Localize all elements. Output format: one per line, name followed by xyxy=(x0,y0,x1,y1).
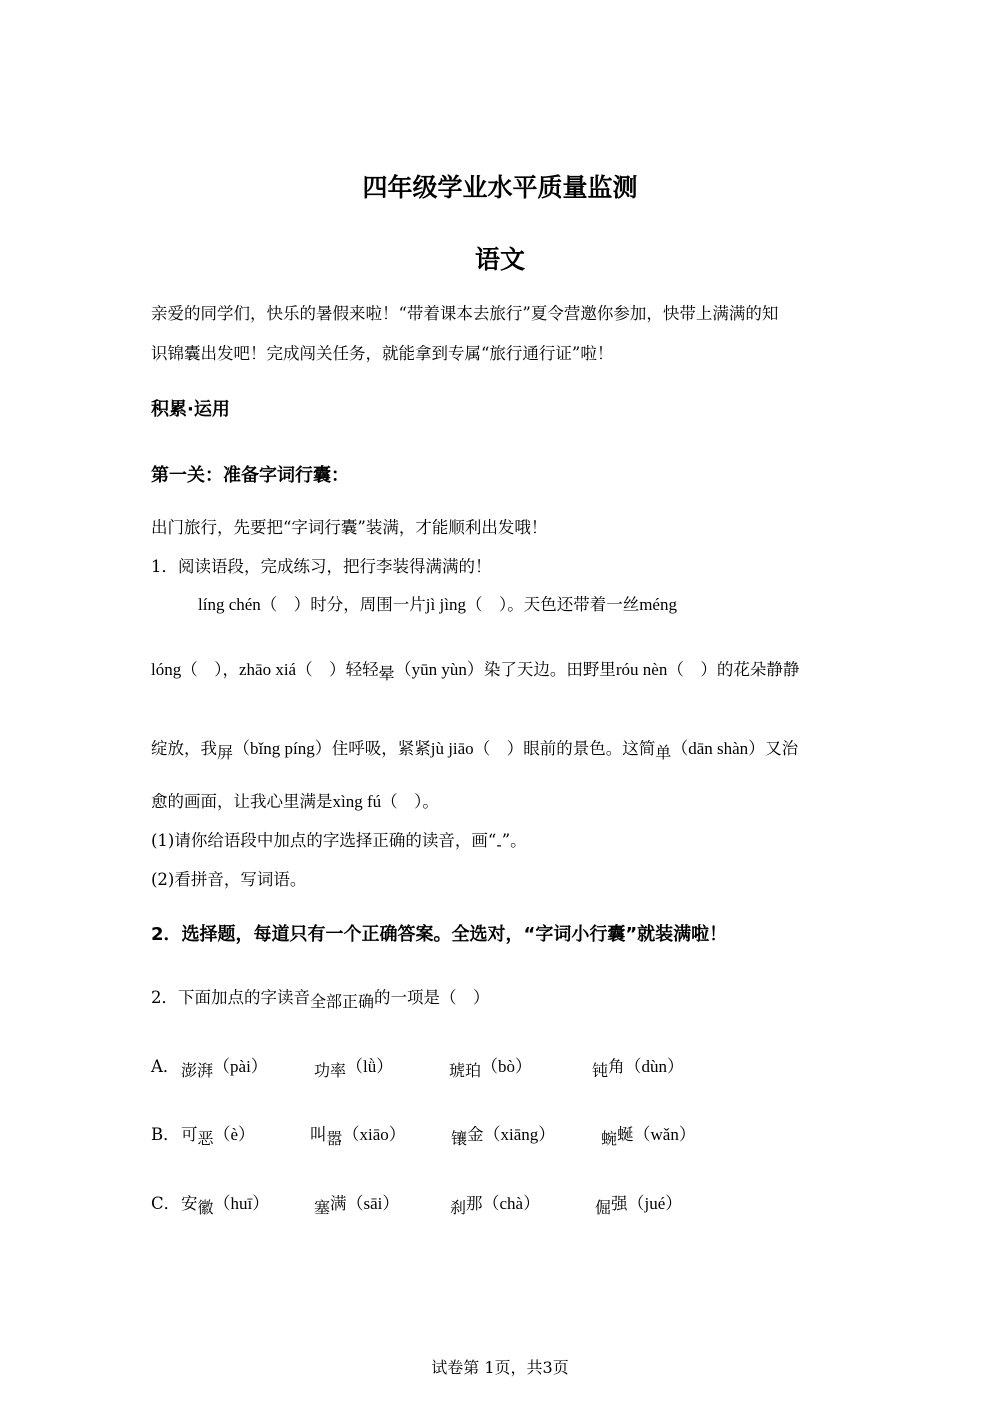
sub-question-1 xyxy=(151,829,527,853)
pinyin: jù jiāo xyxy=(430,739,474,758)
dotted-char: 蜿 xyxy=(601,1129,618,1148)
char: 那 xyxy=(466,1194,483,1213)
option-item xyxy=(314,1055,393,1079)
dotted-char: 塞 xyxy=(314,1198,331,1217)
option-item xyxy=(181,1192,269,1216)
sub-question-1-end: ”。 xyxy=(501,831,527,850)
pinyin: （wǎn） xyxy=(633,1125,696,1144)
blank-text: （ ）时分，周围一片 xyxy=(260,595,426,614)
dotted-char: 镶 xyxy=(451,1129,468,1148)
option-item xyxy=(595,1192,682,1216)
char: 琥 xyxy=(449,1061,466,1080)
pinyin-choice: （bǐng píng） xyxy=(233,739,332,758)
option-item xyxy=(450,1192,540,1216)
dotted-char: 恶 xyxy=(197,1129,214,1148)
dotted-char: 倔 xyxy=(595,1198,612,1217)
blank-text: （ ）， xyxy=(181,660,239,679)
blank-text: （ ）眼前的景色。这简 xyxy=(473,739,656,758)
dotted-char: 湃 xyxy=(197,1061,214,1080)
dotted-char: 率 xyxy=(330,1061,347,1080)
pinyin: lóng xyxy=(151,660,182,679)
page-footer: 试卷第 1页，共3页 xyxy=(431,1358,569,1377)
dotted-char: 嚣 xyxy=(326,1129,343,1148)
pinyin: （xiāng） xyxy=(483,1125,556,1144)
stem-text: 的一项是（ ） xyxy=(374,988,490,1007)
question-2-header: 2．选择题，每道只有一个正确答案。全选对，“字词小行囊”就装满啦！ xyxy=(151,924,728,945)
option-item xyxy=(449,1055,532,1079)
section-heading: 积累·运用 xyxy=(151,399,230,420)
pinyin: jì jìng xyxy=(425,595,466,614)
passage-text: 住呼吸，紧紧 xyxy=(331,739,431,758)
option-item xyxy=(601,1123,696,1147)
passage-line-3 xyxy=(151,737,798,761)
question-1: 1．阅读语段，完成练习，把行李装得满满的！ xyxy=(151,557,492,576)
dotted-char: 刹 xyxy=(450,1198,467,1217)
option-item xyxy=(592,1055,684,1079)
char: 蜒 xyxy=(617,1125,634,1144)
passage-text: 染了天边。田野里 xyxy=(483,660,616,679)
char: 角 xyxy=(608,1057,625,1076)
stem-text: 2．下面加点的字读音 xyxy=(151,988,310,1007)
pinyin: （è） xyxy=(213,1125,256,1144)
sub-question-2: (2)看拼音，写词语。 xyxy=(151,870,307,889)
option-item xyxy=(314,1192,399,1216)
dotted-char: 澎 xyxy=(181,1061,198,1080)
pinyin: （sāi） xyxy=(346,1194,400,1213)
intro-line-1: 亲爱的同学们，快乐的暑假来啦！“带着课本去旅行”夏令营邀你参加，快带上满满的知 xyxy=(151,304,779,323)
option-c-letter[interactable]: C． xyxy=(151,1194,181,1213)
pinyin: líng chén xyxy=(198,595,261,614)
passage-text: 愈的画面，让我心里满是 xyxy=(151,792,333,811)
pinyin: zhāo xiá xyxy=(238,660,297,679)
emphasis-text: 全部正确 xyxy=(310,992,375,1011)
dotted-char: 钝 xyxy=(592,1061,609,1080)
passage-line-2 xyxy=(151,658,799,682)
char: 金 xyxy=(467,1125,484,1144)
subject-title: 语文 xyxy=(474,245,525,274)
passage-text: 绽放，我 xyxy=(151,739,217,758)
char: 可 xyxy=(181,1125,198,1144)
question-2-stem xyxy=(151,986,490,1010)
option-item xyxy=(181,1123,255,1147)
sub-question-1-text: (1)请你给语段中加点的字选择正确的读音，画“ xyxy=(151,831,497,850)
option-item xyxy=(181,1055,268,1079)
pinyin: róu nèn xyxy=(615,660,668,679)
pinyin-choice: （dān shàn） xyxy=(671,739,766,758)
char: 功 xyxy=(314,1061,331,1080)
option-item xyxy=(310,1123,406,1147)
underline-mark: - xyxy=(496,835,502,854)
pinyin: （pài） xyxy=(213,1057,268,1076)
pinyin: （bò） xyxy=(481,1057,533,1076)
char: 叫 xyxy=(310,1125,327,1144)
option-a-letter[interactable]: A． xyxy=(151,1057,180,1076)
exam-title: 四年级学业水平质量监测 xyxy=(362,173,638,202)
pinyin: （lǜ） xyxy=(346,1057,394,1076)
pinyin: （chà） xyxy=(482,1194,541,1213)
dotted-char: 屏 xyxy=(217,743,234,762)
dotted-char: 晕 xyxy=(378,664,395,683)
pinyin: xìng fú xyxy=(332,792,382,811)
option-b-letter[interactable]: B． xyxy=(151,1125,180,1144)
pinyin: （xiāo） xyxy=(342,1125,406,1144)
option-item xyxy=(451,1123,555,1147)
level1-title: 第一关：准备字词行囊： xyxy=(151,465,349,486)
char: 强 xyxy=(611,1194,628,1213)
pinyin-choice: （yūn yùn） xyxy=(394,660,484,679)
blank-text: （ ）。 xyxy=(381,792,439,811)
char: 安 xyxy=(181,1194,198,1213)
intro-line-2: 识锦囊出发吧！完成闯关任务，就能拿到专属“旅行通行证”啦！ xyxy=(151,344,614,363)
pinyin: （jué） xyxy=(627,1194,683,1213)
dotted-char: 徽 xyxy=(197,1198,214,1217)
blank-text: （ ）的花朵静静 xyxy=(667,660,800,679)
passage-line-4 xyxy=(151,790,439,814)
level1-desc: 出门旅行，先要把“字词行囊”装满，才能顺利出发哦！ xyxy=(151,518,548,537)
passage-line-1 xyxy=(198,593,677,617)
passage-text: 又治 xyxy=(765,739,799,758)
pinyin: （dùn） xyxy=(624,1057,685,1076)
char: 满 xyxy=(330,1194,347,1213)
blank-text: （ ）轻轻 xyxy=(296,660,379,679)
pinyin: （huī） xyxy=(213,1194,270,1213)
dotted-char: 珀 xyxy=(465,1061,482,1080)
dotted-char: 单 xyxy=(655,743,672,762)
blank-text: （ ）。天色还带着一丝 xyxy=(465,595,640,614)
pinyin: méng xyxy=(639,595,677,614)
